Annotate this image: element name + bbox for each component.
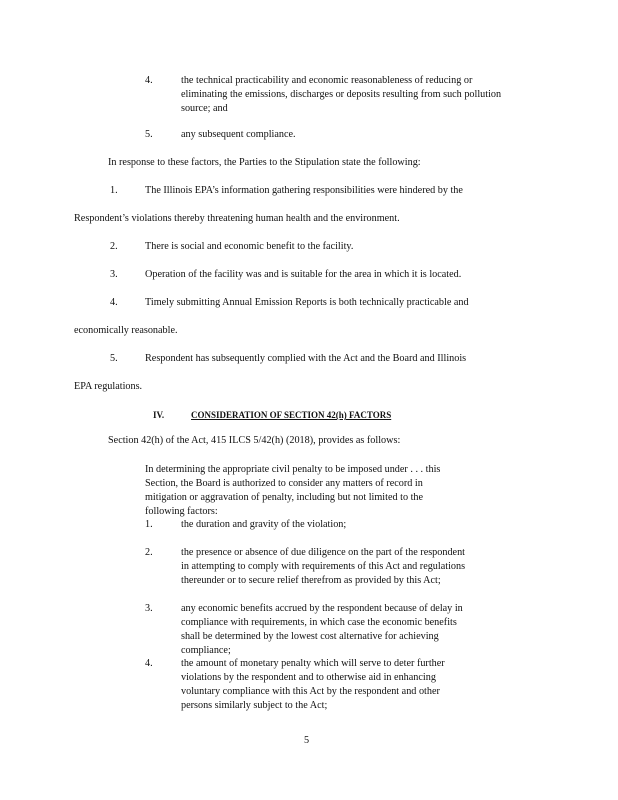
- section-number: IV.: [153, 410, 165, 420]
- quote-item-text: the presence or absence of due diligence on the part of the respondent in attempting to comply with requirements of this Act and regulations thereunder or to secure relief therefrom as provided by this Act;: [181, 547, 466, 586]
- quote-item-text: the amount of monetary penalty which will serve to deter further violations by the respondent and to otherwise aid in enhancing voluntary compliance with this Act by the respondent and other persons similarly subject to the Act;: [181, 658, 445, 711]
- quote-item-text: any economic benefits accrued by the respondent because of delay in compliance with requirements, in which case the economic benefits shall be determined by the lowest cost alternative for achieving compliance;: [181, 603, 463, 656]
- response-number: 4.: [110, 297, 118, 308]
- intro-paragraph: In response to these factors, the Parties to the Stipulation state the following:: [108, 157, 421, 168]
- response-number: 2.: [110, 241, 118, 252]
- section-title: CONSIDERATION OF SECTION 42(h) FACTORS: [191, 410, 392, 420]
- list-item-text: the technical practicability and economic reasonableness of reducing or eliminating the emissions, discharges or deposits resulting from such pollution source; and: [181, 75, 502, 114]
- section-intro: Section 42(h) of the Act, 415 ILCS 5/42(h) (2018), provides as follows:: [108, 435, 401, 446]
- response-number: 3.: [110, 269, 118, 280]
- response-text: There is social and economic benefit to the facility.: [145, 241, 354, 252]
- response-text: Timely submitting Annual Emission Reports is both technically practicable and: [145, 297, 469, 308]
- list-number: 4.: [145, 75, 153, 86]
- response-text: EPA regulations.: [74, 381, 143, 392]
- response-text: economically reasonable.: [74, 325, 178, 336]
- response-number: 1.: [110, 185, 118, 196]
- response-number: 5.: [110, 353, 118, 364]
- response-text: Respondent has subsequently complied with the Act and the Board and Illinois: [145, 353, 467, 364]
- quote-item-text: the duration and gravity of the violation;: [181, 519, 347, 530]
- list-number: 5.: [145, 129, 153, 140]
- quote-item-number: 2.: [145, 547, 153, 558]
- response-text: Operation of the facility was and is suitable for the area in which it is located.: [145, 269, 462, 280]
- quote-item-number: 1.: [145, 519, 153, 530]
- quote-lead: In determining the appropriate civil penalty to be imposed under . . . this Section, the Board is authorized to consider any matters of record in mitigation or aggravation of penalty, including but not limited to the following factors:: [145, 464, 441, 517]
- quote-item-number: 3.: [145, 603, 153, 614]
- quote-item-number: 4.: [145, 658, 153, 669]
- list-item-text: any subsequent compliance.: [181, 129, 296, 140]
- page-number: 5: [304, 735, 310, 746]
- response-text: Respondent’s violations thereby threatening human health and the environment.: [74, 213, 400, 224]
- response-text: The Illinois EPA’s information gathering responsibilities were hindered by the: [145, 185, 463, 196]
